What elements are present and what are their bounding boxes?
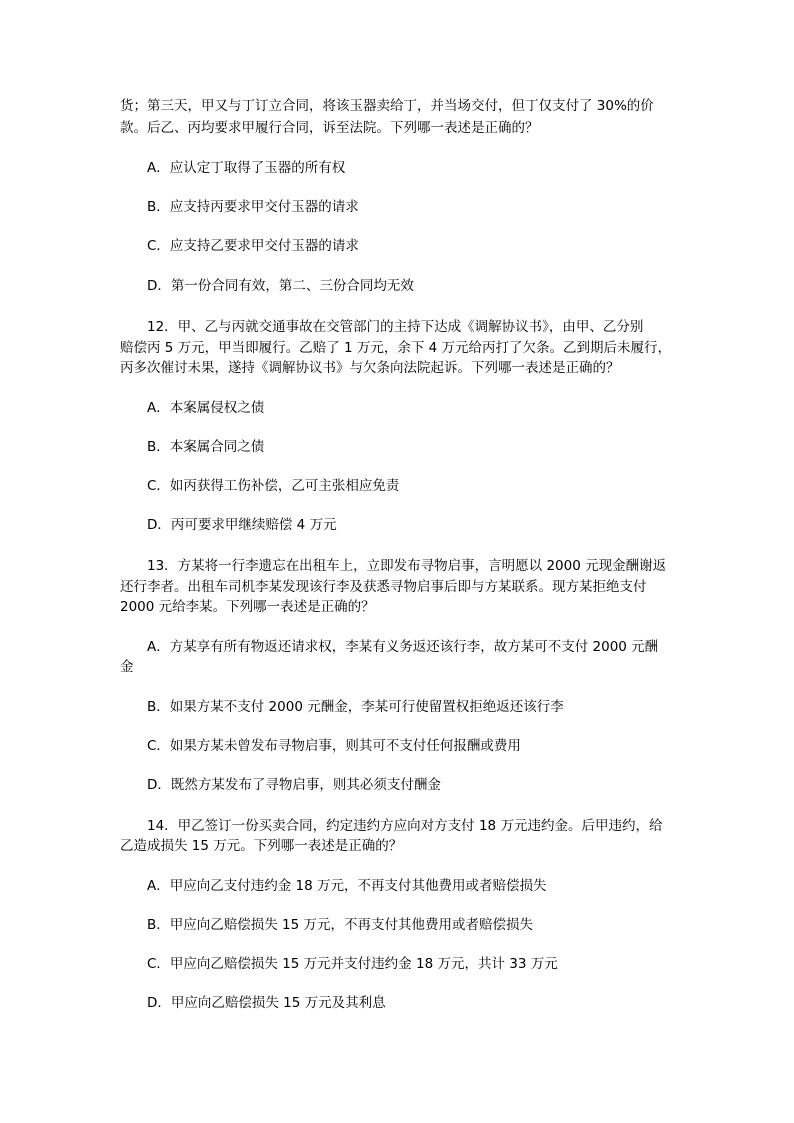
question-12-option-d: D．丙可要求甲继续赔偿 4 万元 bbox=[147, 517, 337, 533]
question-13-option-a-line-1: A．方某享有所有物返还请求权，李某有义务返还该行李，故方某可不支付 2000 元酬 bbox=[147, 639, 659, 655]
question-12-text-line-1: 12．甲、乙与丙就交通事故在交管部门的主持下达成《调解协议书》，由甲、乙分别 bbox=[147, 319, 644, 335]
question-12-text-line-2: 赔偿丙 5 万元，甲当即履行。乙赔了 1 万元，余下 4 万元给丙打了欠条。乙到期后未履行， bbox=[120, 340, 672, 356]
question-13-option-b: B．如果方某不支付 2000 元酬金，李某可行使留置权拒绝返还该行李 bbox=[147, 699, 564, 715]
question-12-option-b: B．本案属合同之债 bbox=[147, 439, 265, 455]
question-11-text-line-1: 货；第三天，甲又与丁订立合同，将该玉器卖给丁，并当场交付，但丁仅支付了 30%的价 bbox=[120, 98, 654, 114]
question-12-text-line-3: 丙多次催讨未果，遂持《调解协议书》与欠条向法院起诉。下列哪一表述是正确的？ bbox=[120, 360, 620, 376]
question-14-option-b: B．甲应向乙赔偿损失 15 万元，不再支付其他费用或者赔偿损失 bbox=[147, 917, 534, 933]
question-12-option-c: C．如丙获得工伤补偿，乙可主张相应免责 bbox=[147, 478, 400, 494]
question-13-option-d: D．既然方某发布了寻物启事，则其必须支付酬金 bbox=[147, 777, 441, 793]
question-12-option-a: A．本案属侵权之债 bbox=[147, 400, 265, 416]
question-13-text-line-3: 2000 元给李某。下列哪一表述是正确的？ bbox=[120, 599, 375, 615]
question-13-option-a-line-2: 金 bbox=[120, 659, 134, 675]
question-11-option-c: C．应支持乙要求甲交付玉器的请求 bbox=[147, 238, 359, 254]
question-14-text-line-1: 14．甲乙签订一份买卖合同，约定违约方应向对方支付 18 万元违约金。后甲违约，给 bbox=[147, 818, 663, 834]
question-11-text-line-2: 款。后乙、丙均要求甲履行合同，诉至法院。下列哪一表述是正确的？ bbox=[120, 120, 539, 136]
question-11-option-a: A．应认定丁取得了玉器的所有权 bbox=[147, 160, 346, 176]
question-11-option-d: D．第一份合同有效，第二、三份合同均无效 bbox=[147, 278, 414, 294]
question-13-option-c: C．如果方某未曾发布寻物启事，则其可不支付任何报酬或费用 bbox=[147, 738, 521, 754]
question-14-text-line-2: 乙造成损失 15 万元。下列哪一表述是正确的？ bbox=[120, 838, 403, 854]
question-14-option-a: A．甲应向乙支付违约金 18 万元，不再支付其他费用或者赔偿损失 bbox=[147, 878, 547, 894]
question-11-option-b: B．应支持丙要求甲交付玉器的请求 bbox=[147, 199, 359, 215]
question-13-text-line-2: 还行李者。出租车司机李某发现该行李及获悉寻物启事后即与方某联系。现方某拒绝支付 bbox=[120, 579, 647, 595]
question-14-option-d: D．甲应向乙赔偿损失 15 万元及其利息 bbox=[147, 995, 386, 1011]
question-14-option-c: C．甲应向乙赔偿损失 15 万元并支付违约金 18 万元，共计 33 万元 bbox=[147, 956, 558, 972]
question-13-text-line-1: 13．方某将一行李遗忘在出租车上，立即发布寻物启事，言明愿以 2000 元现金酬谢返 bbox=[147, 558, 667, 574]
